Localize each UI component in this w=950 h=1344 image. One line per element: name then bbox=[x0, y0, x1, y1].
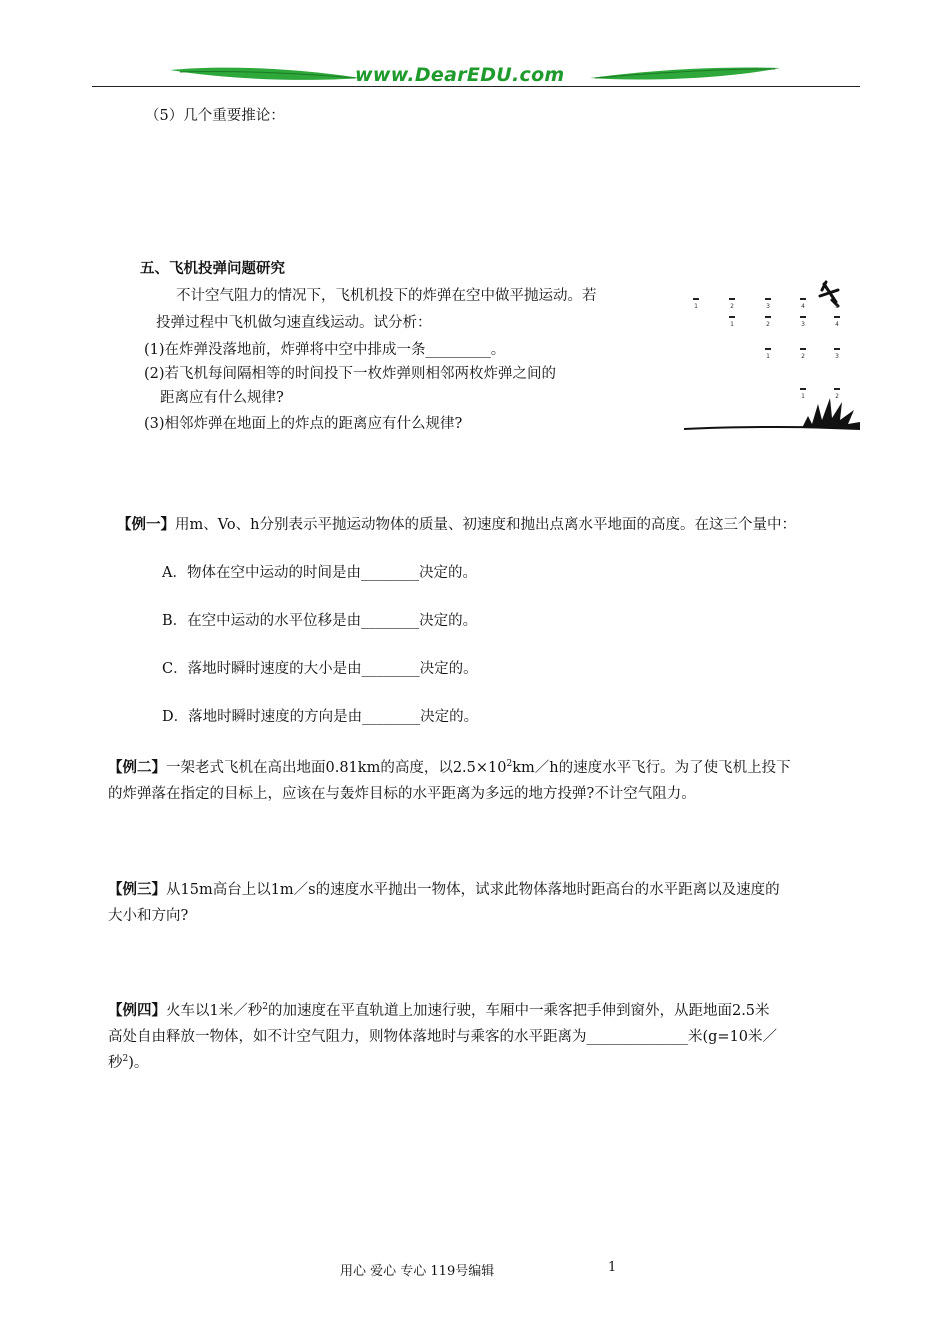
bomb-label: 4 bbox=[801, 303, 805, 310]
example4-line3-b: )。 bbox=[128, 1055, 149, 1071]
example4-text-b: 的加速度在平直轨道上加速行驶，车厢中一乘客把手伸到窗外，从距地面2.5米 bbox=[267, 1003, 770, 1019]
bomb-label: 2 bbox=[835, 393, 839, 400]
example4-sup: 2 bbox=[262, 1002, 268, 1013]
example3-line2: 大小和方向? bbox=[108, 908, 189, 924]
footer-slogan: 用心 爱心 专心 119号编辑 bbox=[340, 1264, 495, 1279]
bomb-marker bbox=[800, 298, 806, 300]
section-five-q2-line2: 距离应有什么规律? bbox=[160, 390, 284, 406]
section-five-title: 五、飞机投弹问题研究 bbox=[140, 260, 285, 277]
bomb-marker bbox=[834, 316, 840, 318]
site-logo-text: www.DearEDU.com bbox=[355, 64, 565, 86]
bomb-label: 1 bbox=[801, 393, 805, 400]
example1-option-a: A．物体在空中运动的时间是由________决定的。 bbox=[162, 565, 477, 581]
example4-line2: 高处自由释放一物体，如不计空气阻力，则物体落地时与乘客的水平距离为______________米(g=10米／ bbox=[108, 1029, 778, 1045]
example3-line1 bbox=[108, 880, 780, 900]
bomb-marker bbox=[729, 316, 735, 318]
example1-option-b: B．在空中运动的水平位移是由________决定的。 bbox=[162, 613, 478, 629]
bomb-drop-figure bbox=[684, 278, 860, 436]
example4-line3-sup: 2 bbox=[122, 1054, 129, 1065]
bomb-label: 1 bbox=[766, 353, 770, 360]
example4-line3 bbox=[108, 1053, 148, 1073]
section-five-intro-2: 投弹过程中飞机做匀速直线运动。试分析： bbox=[156, 315, 432, 331]
bomb-label: 1 bbox=[730, 321, 734, 328]
section-five-q2-line1: (2)若飞机每间隔相等的时间投下一枚炸弹则相邻两枚炸弹之间的 bbox=[144, 366, 557, 382]
bomb-label: 1 bbox=[694, 303, 698, 310]
example3-label: 【例三】 bbox=[108, 881, 166, 898]
page-number: 1 bbox=[608, 1260, 617, 1275]
example2-text-b: km／h的速度水平飞行。为了使飞机上投下 bbox=[512, 760, 791, 776]
bomb-marker bbox=[765, 348, 771, 350]
example1-option-d: D．落地时瞬时速度的方向是由________决定的。 bbox=[162, 709, 479, 725]
example1-label: 【例一】 bbox=[117, 516, 175, 533]
example1-option-c: C．落地时瞬时速度的大小是由________决定的。 bbox=[162, 661, 478, 677]
bomb-marker bbox=[729, 298, 735, 300]
explosion-icon bbox=[802, 398, 860, 430]
example4-label: 【例四】 bbox=[108, 1002, 166, 1019]
bomb-label: 4 bbox=[835, 321, 839, 328]
bomb-marker bbox=[765, 298, 771, 300]
section5-item: （5）几个重要推论： bbox=[145, 108, 285, 124]
bomb-marker bbox=[834, 348, 840, 350]
bomb-label: 2 bbox=[730, 303, 734, 310]
bomb-marker bbox=[800, 348, 806, 350]
section-five-q3: (3)相邻炸弹在地面上的炸点的距离应有什么规律? bbox=[144, 416, 463, 432]
bomb-label: 5 bbox=[835, 303, 839, 310]
header-rule bbox=[92, 86, 860, 87]
example4-text-a: 火车以1米／秒 bbox=[166, 1003, 263, 1019]
bomb-label: 3 bbox=[801, 321, 805, 328]
bomb-label: 2 bbox=[801, 353, 805, 360]
bomb-label: 2 bbox=[766, 321, 770, 328]
bomb-label: 3 bbox=[835, 353, 839, 360]
section-five-q1: (1)在炸弹没落地前，炸弹将中空中排成一条_________。 bbox=[144, 342, 506, 358]
example1-text: 用m、Vo、h分别表示平抛运动物体的质量、初速度和抛出点离水平地面的高度。在这三个量中： bbox=[175, 517, 796, 533]
section-five-intro-1: 不计空气阻力的情况下，飞机机投下的炸弹在空中做平抛运动。若 bbox=[176, 288, 597, 304]
bomb-marker bbox=[693, 298, 699, 300]
bomb-marker bbox=[765, 316, 771, 318]
bomb-marker bbox=[800, 388, 806, 390]
bomb-marker bbox=[834, 388, 840, 390]
example4-line3-a: 秒 bbox=[108, 1055, 123, 1071]
example3-text: 从15m高台上以1m／s的速度水平抛出一物体，试求此物体落地时距高台的水平距离以及速度的 bbox=[166, 882, 780, 898]
bomb-marker bbox=[800, 316, 806, 318]
example2-line1 bbox=[108, 758, 791, 778]
example1-stem bbox=[117, 515, 796, 535]
example4-line1 bbox=[108, 1001, 770, 1021]
bomb-label: 3 bbox=[766, 303, 770, 310]
example2-label: 【例二】 bbox=[108, 759, 166, 776]
example2-line2: 的炸弹落在指定的目标上，应该在与轰炸目标的水平距离为多远的地方投弹?不计空气阻力。 bbox=[108, 786, 696, 802]
example2-text-a: 一架老式飞机在高出地面0.81km的高度，以2.5×10 bbox=[166, 760, 507, 776]
example2-sup: 2 bbox=[506, 759, 513, 770]
